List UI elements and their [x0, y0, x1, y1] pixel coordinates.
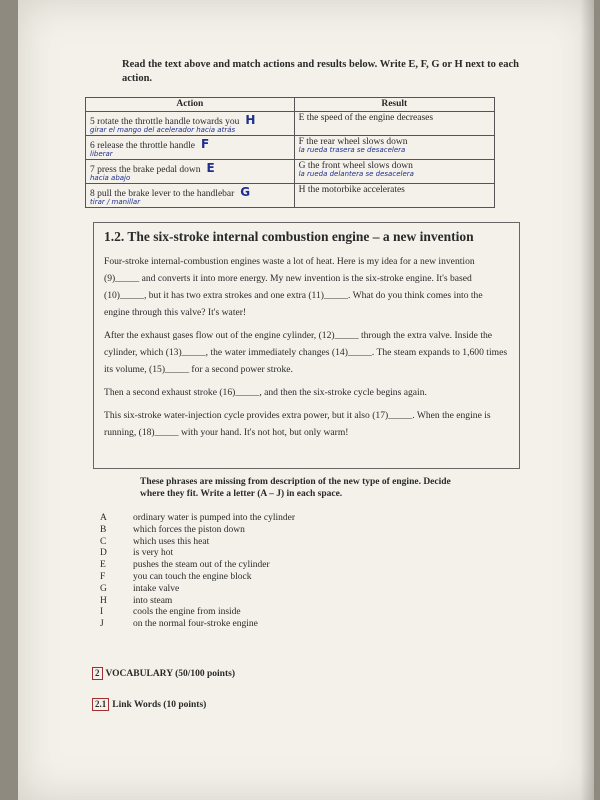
option-letter: D [100, 548, 107, 559]
table-row [86, 184, 495, 208]
option-text: you can touch the engine block [133, 571, 252, 582]
article-paragraph: Then a second exhaust stroke (16)_____, and then the six-stroke cycle begins again. [104, 387, 427, 398]
answer-letter: H [245, 113, 256, 127]
result-text: G the front wheel slows down [298, 161, 413, 171]
handwritten-note: tirar / manillar [90, 198, 141, 206]
answer-letter: G [240, 185, 251, 199]
option-letter: I [100, 607, 104, 618]
answer-letter: E [206, 161, 215, 175]
header-action: Action [86, 98, 295, 112]
action-cell [86, 136, 295, 160]
option-letter: H [100, 595, 107, 606]
handwritten-note: la rueda delantera se desacelera [298, 170, 414, 178]
list-item [100, 513, 440, 525]
option-letter: A [100, 513, 107, 523]
article-paragraph: This six-stroke water-injection cycle provides extra power, but it also (17)_____. When the engine is running, (18)_____ with your hand. It's not hot, but only warm! [104, 410, 491, 438]
table-row [86, 112, 495, 136]
option-text: ordinary water is pumped into the cylinder [133, 513, 295, 523]
section-number: 2 [92, 667, 103, 680]
result-text: F the rear wheel slows down [298, 137, 408, 147]
result-cell [294, 160, 494, 184]
handwritten-note: liberar [90, 150, 113, 158]
section-label: Link Words (10 points) [112, 699, 207, 710]
option-text: which forces the piston down [133, 524, 245, 535]
list-item [100, 584, 440, 596]
result-cell [294, 136, 494, 160]
result-cell [294, 184, 494, 208]
action-cell [86, 112, 295, 136]
section-number: 2.1 [92, 698, 109, 711]
list-item [100, 607, 440, 619]
option-text: on the normal four-stroke engine [133, 619, 258, 630]
section-vocabulary-heading [92, 667, 235, 680]
list-item [100, 619, 440, 631]
article-paragraph: After the exhaust gases flow out of the engine cylinder, (12)_____ through the extra valve. Inside the cylinder, which (13)_____, the water immediately changes (14)_____. The steam expands to 1,600 times its volume, (15)_____ for a second power stroke. [104, 330, 508, 375]
matching-instructions: Read the text above and match actions and results below. Write E, F, G or H next to each action. [122, 59, 519, 84]
result-text: H the motorbike accelerates [298, 185, 405, 195]
matching-table [85, 97, 495, 208]
option-letter: E [100, 560, 106, 571]
action-cell [86, 184, 295, 208]
option-letter: F [100, 571, 106, 582]
table-header-row [86, 98, 495, 112]
option-letter: C [100, 536, 107, 547]
action-text: 8 pull the brake lever to the handlebar [90, 189, 235, 199]
action-text: 6 release the throttle handle [90, 141, 195, 151]
option-letter: B [100, 524, 107, 535]
list-item [100, 572, 440, 584]
option-text: is very hot [133, 548, 174, 559]
handwritten-note: la rueda trasera se desacelera [298, 146, 406, 154]
option-text: cools the engine from inside [133, 607, 241, 618]
result-text: E the speed of the engine decreases [298, 113, 434, 123]
option-letter: J [100, 619, 104, 630]
option-letter: G [100, 583, 107, 594]
section-label: VOCABULARY (50/100 points) [105, 668, 235, 679]
option-text: pushes the steam out of the cylinder [133, 560, 270, 571]
answer-letter: F [200, 137, 210, 151]
option-text: which uses this heat [133, 536, 210, 547]
list-item [100, 560, 440, 572]
action-text: 7 press the brake pedal down [90, 165, 201, 175]
list-item [100, 525, 440, 537]
table-row [86, 160, 495, 184]
list-item [100, 548, 440, 560]
options-list [100, 513, 440, 631]
article-box [93, 222, 520, 469]
section-link-words-heading [92, 698, 206, 711]
table-row [86, 136, 495, 160]
action-text: 5 rotate the throttle handle towards you [90, 117, 240, 127]
missing-phrases-instructions: These phrases are missing from description of the new type of engine. Decide where they fit. Write a letter (A – J) in each space. [140, 477, 451, 499]
article-title: 1.2. The six-stroke internal combustion engine – a new invention [104, 229, 474, 244]
option-text: into steam [133, 595, 173, 606]
article-paragraph: Four-stroke internal-combustion engines waste a lot of heat. Here is my idea for a new invention (9)_____ and converts it into more energy. My new invention is the six-stroke engine. It's based (10)_____, but it has two extra strokes and one extra (11)_____. What do you think comes into the engine through this valve? It's water! [104, 256, 483, 318]
header-result: Result [294, 98, 494, 112]
result-cell [294, 112, 494, 136]
list-item [100, 537, 440, 549]
handwritten-note: hacia abajo [90, 174, 131, 182]
list-item [100, 596, 440, 608]
action-cell [86, 160, 295, 184]
page-shadow [580, 0, 594, 800]
handwritten-note: girar el mango del acelerador hacia atrás [90, 126, 236, 134]
option-text: intake valve [133, 583, 180, 594]
